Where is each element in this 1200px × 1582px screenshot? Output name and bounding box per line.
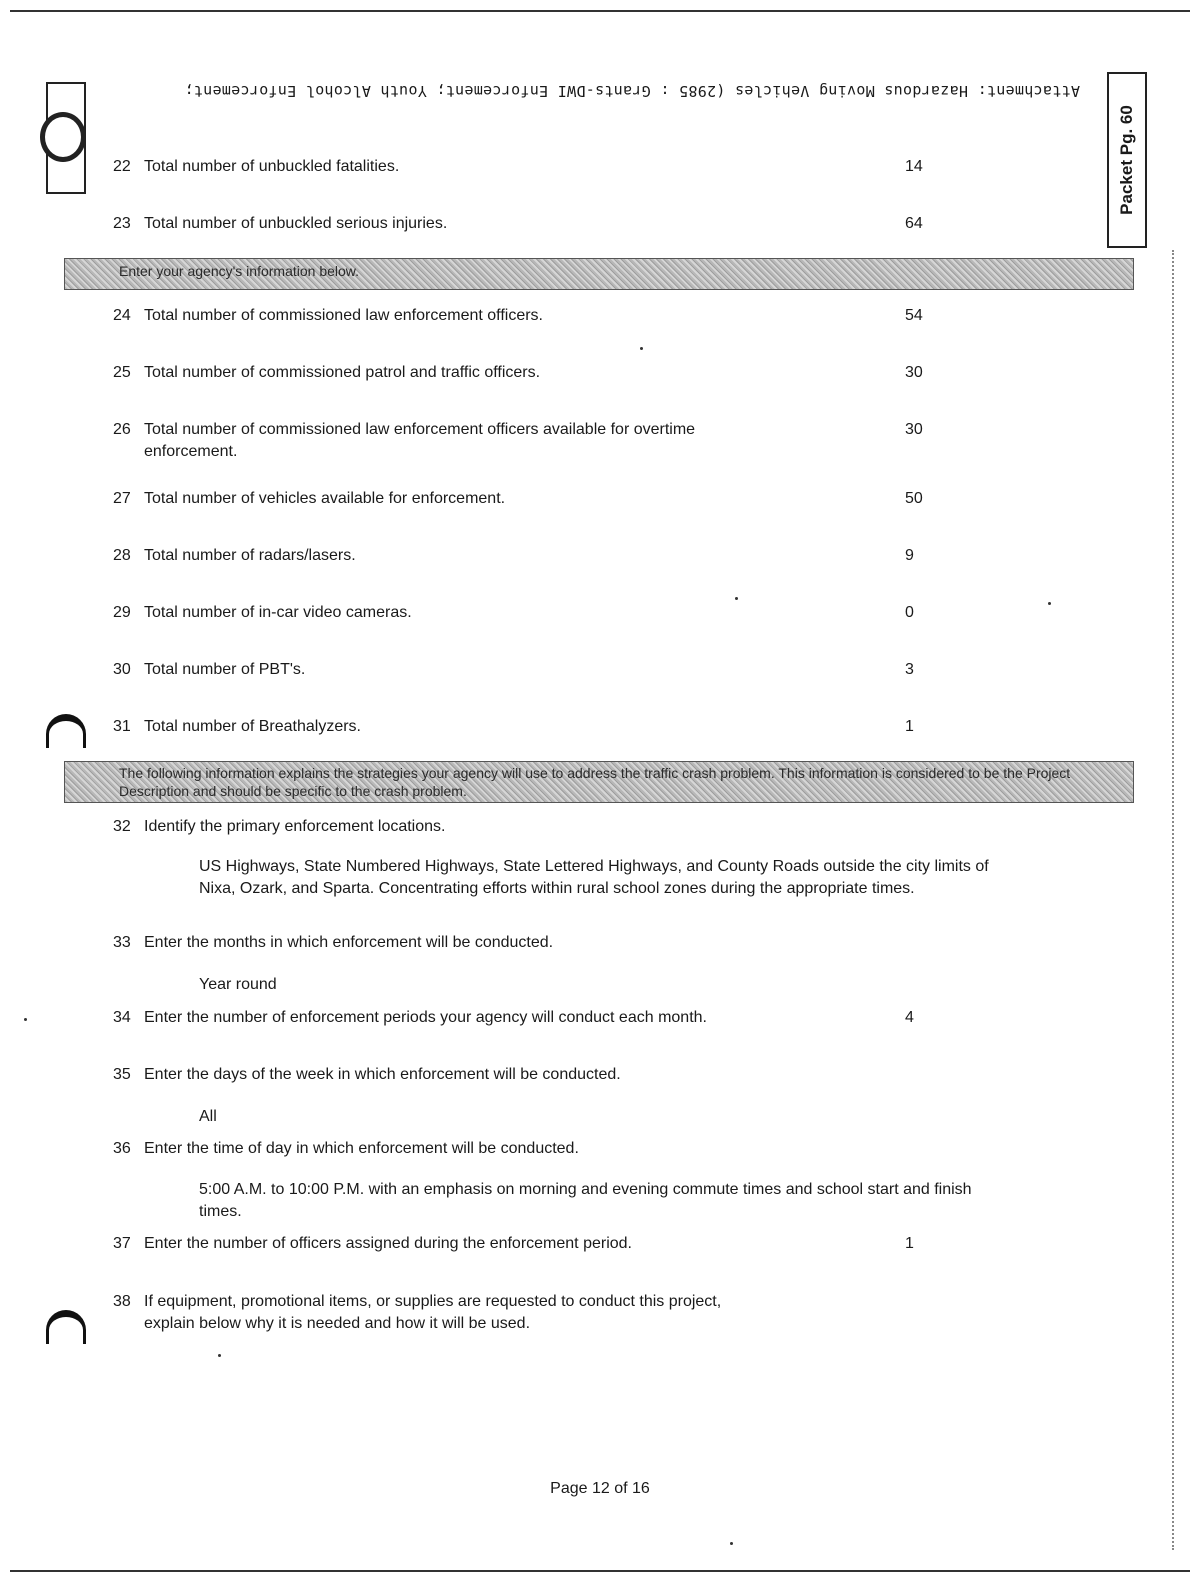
question-value: 14 bbox=[905, 158, 923, 175]
question-answer: 5:00 A.M. to 10:00 P.M. with an emphasis on morning and evening commute times and school start and finish times. bbox=[199, 1181, 972, 1220]
page-number: Page 12 of 16 bbox=[550, 1480, 650, 1497]
question-text: Total number of commissioned law enforcement officers. bbox=[144, 307, 543, 324]
question-text: Total number of commissioned law enforcement officers available for overtime enforcement. bbox=[144, 421, 696, 460]
attachment-header: Attachment: Hazardous Moving Vehicles (2985 : Grants-DWI Enforcement; Youth Alcohol Enforcement; bbox=[184, 82, 1080, 100]
question-number: 26 bbox=[113, 421, 131, 438]
packet-page-label: Packet Pg. 60 bbox=[1117, 105, 1136, 215]
question-text: Total number of vehicles available for enforcement. bbox=[144, 490, 506, 507]
question-value: 1 bbox=[905, 718, 914, 735]
question-value: 3 bbox=[905, 661, 914, 678]
scan-speck bbox=[735, 597, 738, 600]
page-bottom-rule bbox=[10, 1570, 1190, 1572]
question-text: Enter the months in which enforcement will be conducted. bbox=[144, 934, 554, 951]
question-text: Total number of radars/lasers. bbox=[144, 547, 356, 564]
question-text: Identify the primary enforcement locations. bbox=[144, 818, 446, 835]
question-answer: All bbox=[199, 1108, 217, 1125]
question-answer: Year round bbox=[199, 976, 277, 993]
question-value: 50 bbox=[905, 490, 923, 507]
question-number: 22 bbox=[113, 158, 131, 175]
question-value: 9 bbox=[905, 547, 914, 564]
punch-hole-icon bbox=[46, 714, 86, 748]
question-answer: US Highways, State Numbered Highways, State Lettered Highways, and County Roads outside the city limits of Nixa, Ozark, and Sparta. Concentrating efforts within rural school zones during the appropriate times. bbox=[199, 858, 989, 897]
question-text: Total number of unbuckled serious injuries. bbox=[144, 215, 448, 232]
question-text: Total number of Breathalyzers. bbox=[144, 718, 361, 735]
question-number: 38 bbox=[113, 1293, 131, 1310]
question-number: 37 bbox=[113, 1235, 131, 1252]
question-value: 54 bbox=[905, 307, 923, 324]
question-text: Enter the number of enforcement periods your agency will conduct each month. bbox=[144, 1009, 707, 1026]
question-number: 30 bbox=[113, 661, 131, 678]
page-top-rule bbox=[10, 10, 1190, 12]
scan-speck bbox=[730, 1542, 733, 1545]
question-number: 33 bbox=[113, 934, 131, 951]
question-value: 4 bbox=[905, 1009, 914, 1026]
question-text: Enter the time of day in which enforcement will be conducted. bbox=[144, 1140, 579, 1157]
agency-info-banner: Enter your agency's information below. bbox=[64, 258, 1134, 290]
scan-edge-dots bbox=[1172, 250, 1174, 1550]
question-text: If equipment, promotional items, or supplies are requested to conduct this project, explain below why it is needed and how it will be used. bbox=[144, 1293, 722, 1332]
question-text: Total number of commissioned patrol and traffic officers. bbox=[144, 364, 541, 381]
punch-hole-icon bbox=[46, 1310, 86, 1344]
question-number: 28 bbox=[113, 547, 131, 564]
question-number: 31 bbox=[113, 718, 131, 735]
question-number: 27 bbox=[113, 490, 131, 507]
question-value: 0 bbox=[905, 604, 914, 621]
question-number: 25 bbox=[113, 364, 131, 381]
question-number: 32 bbox=[113, 818, 131, 835]
strategy-banner: The following information explains the strategies your agency will use to address the traffic crash problem. This information is considered to be the Project Description and should be specific to the crash problem. bbox=[64, 761, 1134, 803]
binder-ring-icon bbox=[40, 112, 86, 162]
question-value: 64 bbox=[905, 215, 923, 232]
question-number: 23 bbox=[113, 215, 131, 232]
scan-speck bbox=[640, 347, 643, 350]
scan-speck bbox=[24, 1018, 27, 1021]
scan-speck bbox=[1048, 602, 1051, 605]
question-text: Total number of unbuckled fatalities. bbox=[144, 158, 400, 175]
question-number: 29 bbox=[113, 604, 131, 621]
question-value: 30 bbox=[905, 421, 923, 438]
question-number: 35 bbox=[113, 1066, 131, 1083]
question-text: Enter the number of officers assigned during the enforcement period. bbox=[144, 1235, 632, 1252]
question-text: Enter the days of the week in which enforcement will be conducted. bbox=[144, 1066, 621, 1083]
question-number: 24 bbox=[113, 307, 131, 324]
question-value: 30 bbox=[905, 364, 923, 381]
question-text: Total number of PBT's. bbox=[144, 661, 306, 678]
question-number: 36 bbox=[113, 1140, 131, 1157]
packet-page-tag bbox=[1107, 72, 1147, 248]
question-text: Total number of in-car video cameras. bbox=[144, 604, 412, 621]
question-number: 34 bbox=[113, 1009, 131, 1026]
question-value: 1 bbox=[905, 1235, 914, 1252]
scan-speck bbox=[218, 1354, 221, 1357]
